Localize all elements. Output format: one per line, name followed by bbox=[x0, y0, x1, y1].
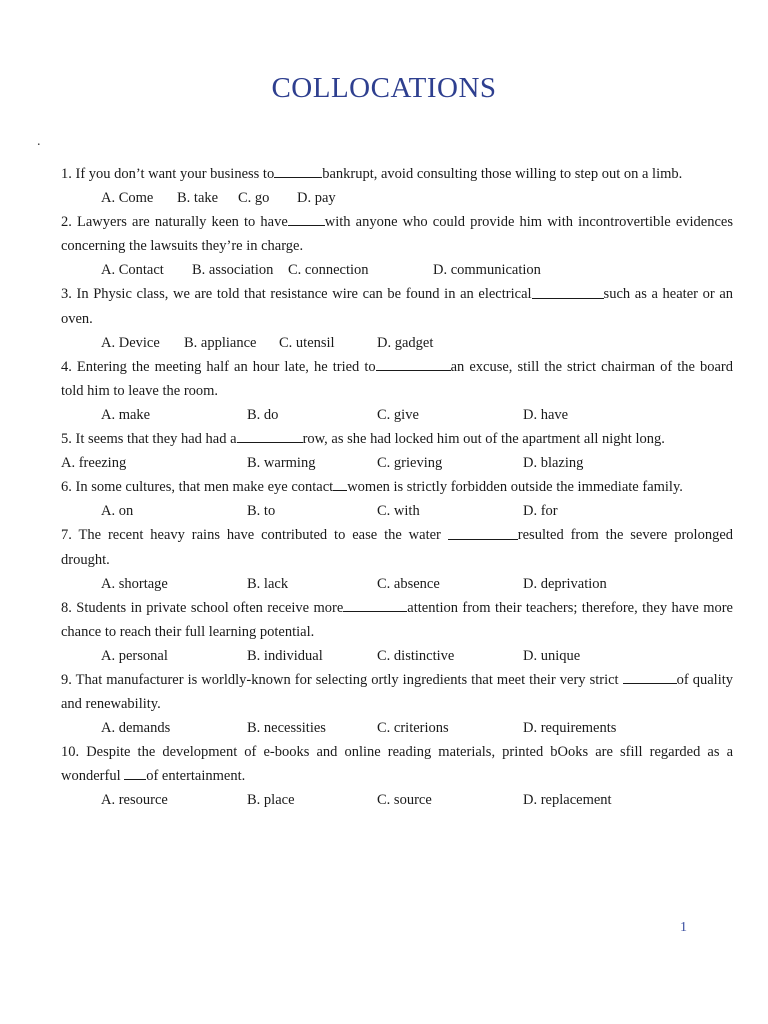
answer-option: B. warming bbox=[247, 455, 316, 472]
answer-blank bbox=[237, 427, 303, 443]
answer-blank bbox=[448, 523, 518, 539]
answer-blank bbox=[376, 355, 451, 371]
answer-options bbox=[61, 186, 733, 210]
answer-option: C. utensil bbox=[279, 334, 335, 351]
answer-option: A. Contact bbox=[101, 262, 164, 279]
answer-option: A. make bbox=[101, 406, 151, 423]
question-text-segment: bankrupt, avoid consulting those willing to step out on a limb. bbox=[322, 166, 683, 183]
answer-option: D. pay bbox=[297, 190, 336, 207]
answer-option: C. go bbox=[238, 190, 270, 207]
answer-option: C. source bbox=[377, 792, 432, 809]
answer-blank bbox=[333, 475, 347, 491]
answer-options bbox=[61, 258, 733, 282]
answer-blank bbox=[343, 596, 407, 612]
question-text bbox=[61, 475, 733, 499]
answer-options bbox=[61, 331, 733, 355]
question-text-segment: 1. If you don’t want your business to bbox=[61, 166, 275, 183]
question-text bbox=[61, 596, 733, 644]
question-text bbox=[61, 162, 733, 186]
question-text-segment: 5. It seems that they had had a bbox=[61, 431, 237, 448]
answer-option: B. do bbox=[247, 406, 279, 423]
question-text bbox=[61, 355, 733, 403]
answer-option: B. take bbox=[177, 190, 219, 207]
answer-options bbox=[61, 451, 733, 475]
question-text-segment: 4. Entering the meeting half an hour late, he tried to bbox=[61, 358, 376, 375]
answer-option: B. association bbox=[192, 262, 274, 279]
answer-option: C. with bbox=[377, 503, 420, 520]
answer-option: C. give bbox=[377, 406, 419, 423]
answer-option: D. replacement bbox=[523, 792, 612, 809]
question-text-segment: of entertainment. bbox=[146, 768, 246, 785]
question-text-segment: 3. In Physic class, we are told that resistance wire can be found in an electrical bbox=[61, 286, 532, 303]
question-text-segment: 8. Students in private school often receive more bbox=[61, 599, 344, 616]
answer-option: D. gadget bbox=[377, 334, 434, 351]
answer-option: A. Device bbox=[101, 334, 160, 351]
answer-option: A. demands bbox=[101, 719, 171, 736]
question-text bbox=[61, 740, 733, 788]
answer-options bbox=[61, 572, 733, 596]
answer-option: C. connection bbox=[288, 262, 369, 279]
answer-option: A. on bbox=[101, 503, 134, 520]
page-title: COLLOCATIONS bbox=[271, 72, 497, 104]
question-text-segment: row, as she had locked him out of the apartment all night long. bbox=[302, 431, 665, 448]
answer-blank bbox=[124, 764, 146, 780]
answer-blank bbox=[623, 668, 677, 684]
answer-option: B. place bbox=[247, 792, 295, 809]
answer-blank bbox=[274, 162, 322, 178]
question-text bbox=[61, 210, 733, 258]
answer-option: C. absence bbox=[377, 575, 440, 592]
answer-option: C. criterions bbox=[377, 719, 449, 736]
answer-option: B. lack bbox=[247, 575, 289, 592]
question-text-segment: 7. The recent heavy rains have contributed to ease the water bbox=[61, 527, 448, 544]
answer-option: B. necessities bbox=[247, 719, 326, 736]
question-text-segment: resulted from the severe prolonged drought. bbox=[61, 527, 734, 568]
question-text bbox=[61, 427, 733, 451]
answer-option: A. freezing bbox=[61, 455, 127, 472]
answer-option: D. have bbox=[523, 406, 569, 423]
question-text-segment: attention from their teachers; therefore, they have more chance to reach their full learning potential. bbox=[61, 599, 733, 640]
answer-option: D. blazing bbox=[523, 455, 584, 472]
answer-option: D. unique bbox=[523, 647, 581, 664]
answer-option: D. deprivation bbox=[523, 575, 607, 592]
stray-mark: . bbox=[37, 134, 41, 149]
page-number: 1 bbox=[680, 920, 687, 935]
answer-blank bbox=[288, 210, 325, 226]
question-list bbox=[61, 162, 733, 812]
question-text-segment: 9. That manufacturer is worldly-known for selecting ortly ingredients that meet their very strict bbox=[61, 671, 623, 688]
answer-options bbox=[61, 716, 733, 740]
question-text-segment: 6. In some cultures, that men make eye contact bbox=[61, 479, 334, 496]
answer-option: D. for bbox=[523, 503, 558, 520]
answer-options bbox=[61, 644, 733, 668]
answer-option: D. communication bbox=[433, 262, 541, 279]
answer-option: A. shortage bbox=[101, 575, 168, 592]
question-text-segment: of quality and renewability. bbox=[61, 671, 733, 712]
answer-options bbox=[61, 403, 733, 427]
question-text-segment: with anyone who could provide him with incontrovertible evidences concerning the lawsuits they’re in charge. bbox=[61, 214, 733, 255]
question-text-segment: such as a heater or an oven. bbox=[61, 286, 733, 327]
answer-option: A. resource bbox=[101, 792, 168, 809]
question-text bbox=[61, 523, 733, 571]
answer-option: A. personal bbox=[101, 647, 168, 664]
answer-options bbox=[61, 499, 733, 523]
answer-option: A. Come bbox=[101, 190, 154, 207]
question-text bbox=[61, 668, 733, 716]
question-text bbox=[61, 282, 733, 330]
answer-option: B. appliance bbox=[184, 334, 257, 351]
answer-option: B. individual bbox=[247, 647, 323, 664]
question-text-segment: women is strictly forbidden outside the immediate family. bbox=[347, 479, 683, 496]
answer-option: B. to bbox=[247, 503, 276, 520]
question-text-segment: 10. Despite the development of e-books and online reading materials, printed bOoks are sfill regarded as a wonderful bbox=[61, 743, 733, 785]
answer-option: C. grieving bbox=[377, 455, 443, 472]
answer-option: C. distinctive bbox=[377, 647, 455, 664]
answer-option: D. requirements bbox=[523, 719, 617, 736]
question-text-segment: an excuse, still the strict chairman of the board told him to leave the room. bbox=[61, 358, 733, 399]
answer-options bbox=[61, 788, 733, 812]
question-text-segment: 2. Lawyers are naturally keen to have bbox=[61, 214, 288, 231]
answer-blank bbox=[532, 282, 604, 298]
